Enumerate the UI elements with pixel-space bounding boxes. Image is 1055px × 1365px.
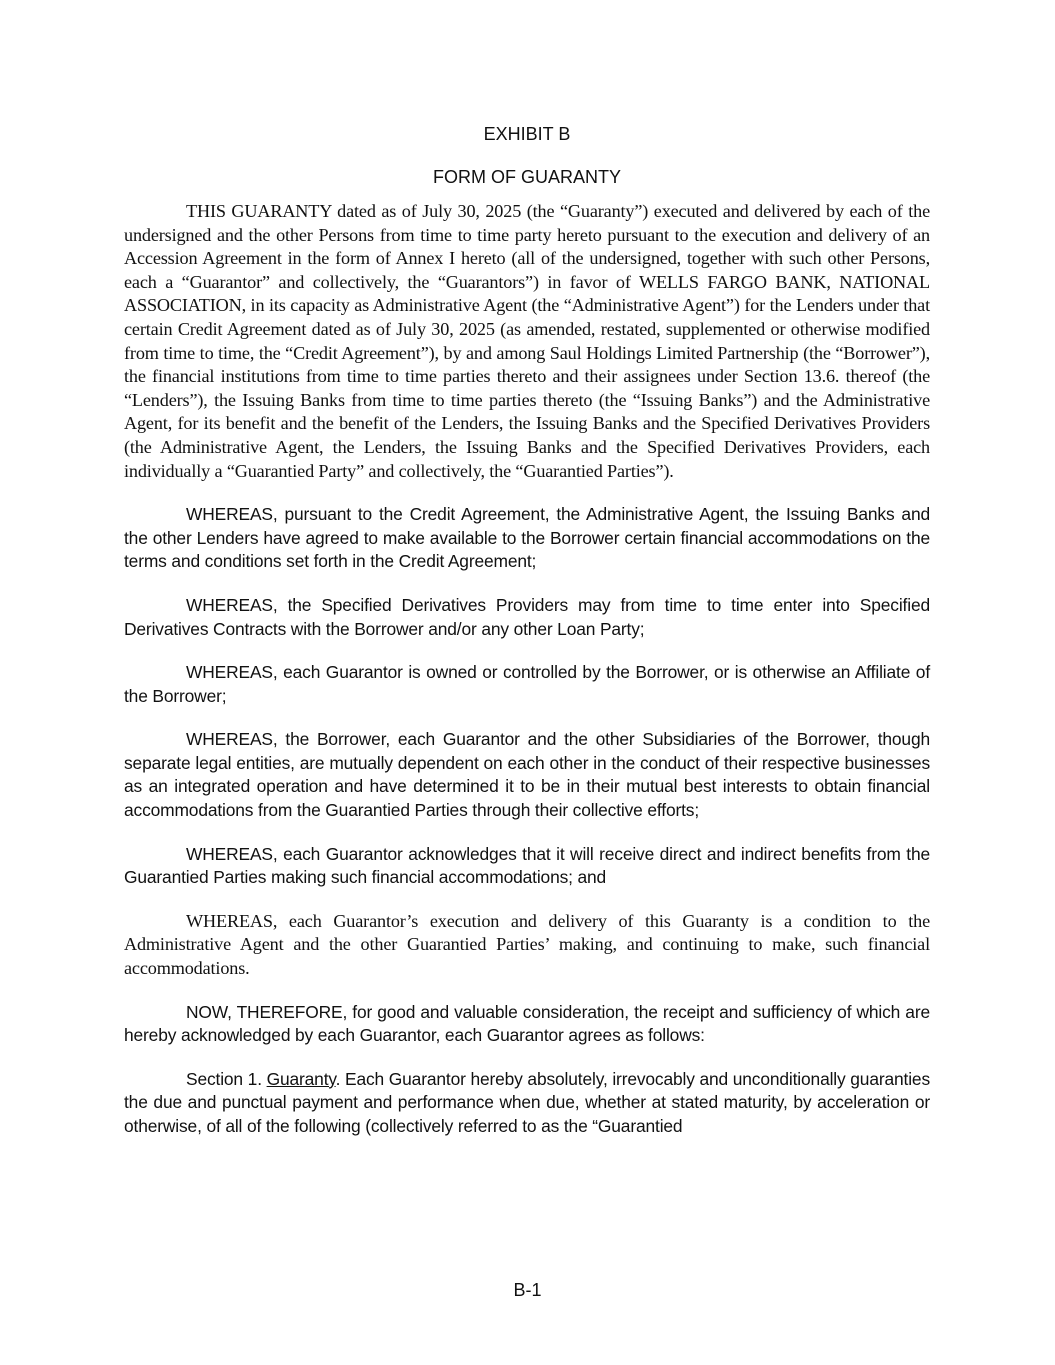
recital-paragraph: WHEREAS, each Guarantor is owned or controlled by the Borrower, or is otherwise an Affiliate of the Borrower; [124,662,930,706]
recital-paragraph: WHEREAS, the Specified Derivatives Providers may from time to time enter into Specified Derivatives Contracts with the Borrower and/or any other Loan Party; [124,594,930,639]
form-title: FORM OF GUARANTY [433,167,621,187]
consideration-paragraph: NOW, THEREFORE, for good and valuable consideration, the receipt and sufficiency of which are hereby acknowledged by each Guarantor, each Guarantor agrees as follows: [124,1001,930,1046]
recital-paragraph: WHEREAS, pursuant to the Credit Agreement, the Administrative Agent, the Issuing Banks and the other Lenders have agreed to make available to the Borrower certain financial accommodations on the terms and conditions set forth in the Credit Agreement; [124,504,930,572]
document-page [124,124,930,1139]
section-1-body: . Each Guarantor hereby absolutely, irrevocably and unconditionally guaranties the due and punctual payment and performance when due, whether at stated maturity, by acceleration or otherwise, of all of the following (collectively referred to as the “Guarantied [124,1068,930,1136]
recital-paragraph: WHEREAS, each Guarantor’s execution and delivery of this Guaranty is a condition to the Administrative Agent and the other Guarantied Parties’ making, and continuing to make, such financial accommodations. [124,910,930,979]
recital-paragraph: WHEREAS, each Guarantor acknowledges that it will receive direct and indirect benefits from the Guarantied Parties making such financial accommodations; and [124,843,930,888]
section-1-paragraph [124,1068,930,1139]
section-1-heading: Guaranty [266,1068,336,1089]
recital-paragraph: WHEREAS, the Borrower, each Guarantor and the other Subsidiaries of the Borrower, though separate legal entities, are mutually dependent on each other in the conduct of their respective businesses as an integrated operation and have determined it to be in their mutual best interests to obtain financial accommodations from the Guarantied Parties through their collective efforts; [124,729,930,821]
section-1-number: Section 1. [186,1068,267,1089]
page-number: B-1 [513,1280,542,1300]
exhibit-title: EXHIBIT B [483,124,571,144]
preamble-paragraph: THIS GUARANTY dated as of July 30, 2025 (the “Guaranty”) executed and delivered by each of the undersigned and the other Persons from time to time party hereto pursuant to the execution and delivery of an Accession Agreement in the form of Annex I hereto (all of the undersigned, together with such other Persons, each a “Guarantor” and collectively, the “Guarantors”) in favor of WELLS FARGO BANK, NATIONAL ASSOCIATION, in its capacity as Administrative Agent (the “Administrative Agent”) for the Lenders under that certain Credit Agreement dated as of July 30, 2025 (as amended, restated, supplemented or otherwise modified from time to time, the “Credit Agreement”), by and among Saul Holdings Limited Partnership (the “Borrower”), the financial institutions from time to time parties thereto and their assignees under Section 13.6. thereof (the “Lenders”), the Issuing Banks from time to time parties thereto (the “Issuing Banks”) and the Administrative Agent, for its benefit and the benefit of the Lenders, the Issuing Banks and the Specified Derivatives Providers (the Administrative Agent, the Lenders, the Issuing Banks and the Specified Derivatives Providers, each individually a “Guarantied Party” and collectively, the “Guarantied Parties”). [124,201,930,481]
